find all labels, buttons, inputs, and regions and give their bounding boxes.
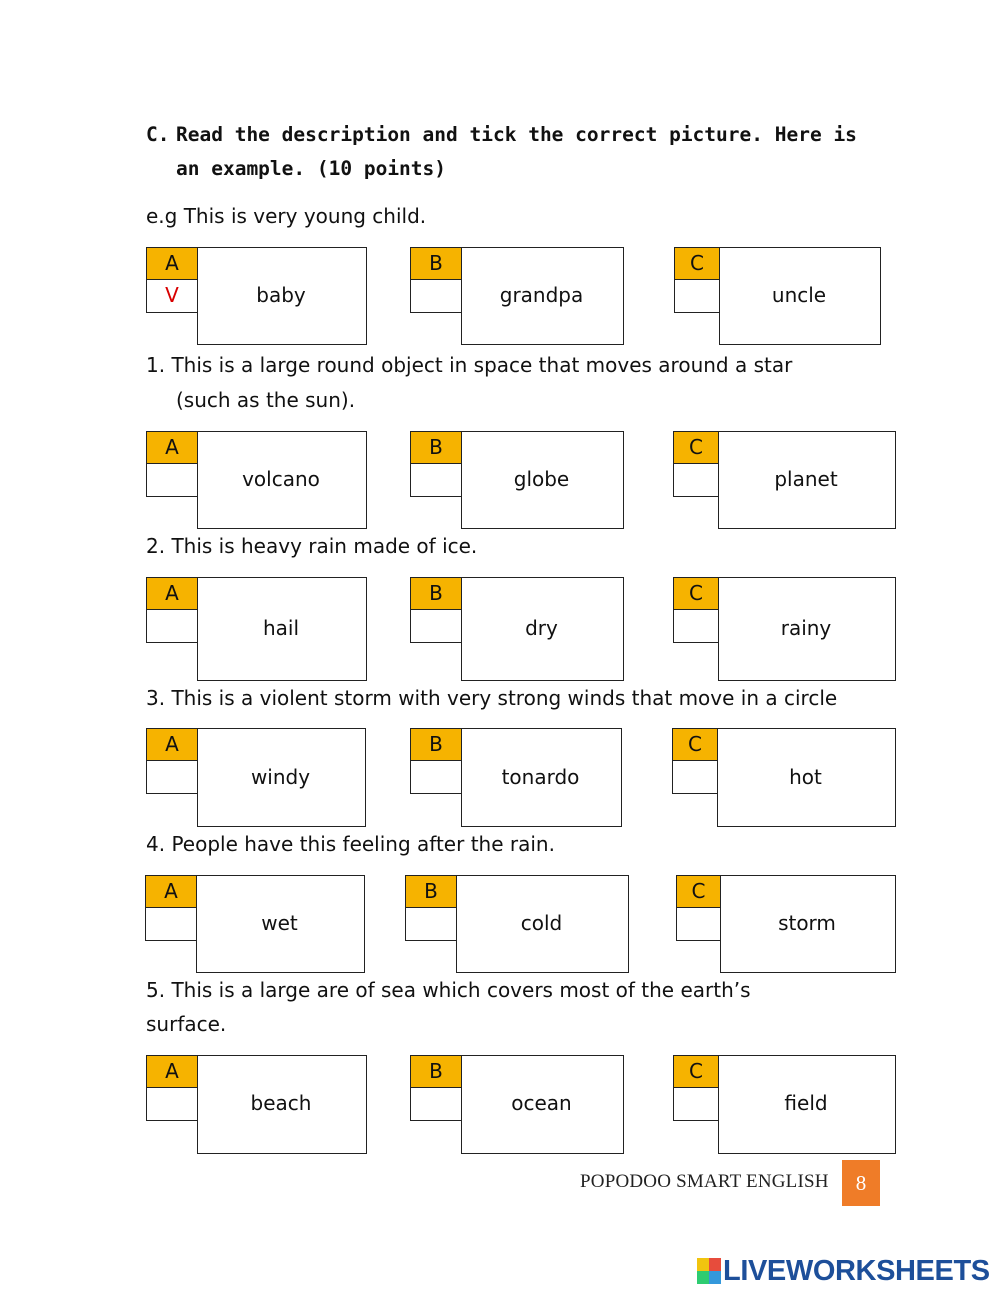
question-4-option-b-word: cold — [520, 911, 563, 935]
question-5-prompt: 5. This is a large are of sea which covers most of the earth’s — [146, 978, 751, 1002]
section-instructions: Read the description and tick the correct picture. Here is an example. (10 points) — [176, 123, 857, 180]
question-4-option-a-checkbox[interactable] — [145, 907, 197, 941]
example-option-a-word: baby — [256, 283, 306, 307]
question-1-option-b-checkbox[interactable] — [410, 463, 462, 497]
question-1-option-c-checkbox[interactable] — [673, 463, 719, 497]
question-4-prompt: 4. People have this feeling after the rain. — [146, 832, 555, 856]
question-4-option-a-label: A — [145, 875, 197, 909]
question-1-option-a-checkbox[interactable] — [146, 463, 198, 497]
section-heading — [146, 118, 886, 186]
question-5-option-b-word: ocean — [511, 1091, 572, 1115]
question-1-option-b-label: B — [410, 431, 462, 465]
question-3-option-c-label: C — [672, 728, 718, 762]
question-5-option-b-label: B — [410, 1055, 462, 1089]
liveworksheets-logo-text: LIVEWORKSHEETS — [723, 1254, 990, 1287]
page-number: 8 — [842, 1160, 880, 1206]
question-4-option-a-word: wet — [261, 911, 298, 935]
question-5-option-c-word: field — [784, 1091, 828, 1115]
section-letter: C. — [146, 123, 170, 146]
question-5-option-b-checkbox[interactable] — [410, 1087, 462, 1121]
question-5-prompt-continued: surface. — [146, 1012, 227, 1036]
example-option-a-checkbox[interactable]: V — [146, 279, 198, 313]
question-1-option-c-label: C — [673, 431, 719, 465]
question-3-prompt: 3. This is a violent storm with very strong winds that move in a circle — [146, 686, 838, 710]
question-4-option-b-checkbox[interactable] — [405, 907, 457, 941]
question-3-option-a-word: windy — [250, 765, 311, 789]
question-3-option-a-checkbox[interactable] — [146, 760, 198, 794]
example-option-b-label: B — [410, 247, 462, 281]
question-3-option-b-checkbox[interactable] — [410, 760, 462, 794]
liveworksheets-logo-icon — [697, 1258, 721, 1284]
question-1-option-a-word: volcano — [242, 467, 320, 491]
example-option-b-checkbox[interactable] — [410, 279, 462, 313]
example-option-c-label: C — [674, 247, 720, 281]
example-option-c-checkbox[interactable] — [674, 279, 720, 313]
liveworksheets-logo[interactable] — [697, 1253, 990, 1289]
question-2-option-a-checkbox[interactable] — [146, 609, 198, 643]
question-3-option-b-word: tonardo — [501, 765, 580, 789]
question-3-option-a-label: A — [146, 728, 198, 762]
example-option-c-word: uncle — [771, 283, 827, 307]
question-2-option-b-checkbox[interactable] — [410, 609, 462, 643]
question-2-option-b-label: B — [410, 577, 462, 611]
question-3-option-b-label: B — [410, 728, 462, 762]
question-2-option-a-label: A — [146, 577, 198, 611]
question-5-option-c-checkbox[interactable] — [673, 1087, 719, 1121]
footer-brand: POPODOO SMART ENGLISH — [580, 1171, 829, 1192]
question-4-option-c-checkbox[interactable] — [676, 907, 721, 941]
question-4-option-b-label: B — [405, 875, 457, 909]
question-1-prompt-continued: (such as the sun). — [176, 388, 356, 412]
question-2-option-a-word: hail — [262, 616, 300, 640]
question-3-option-c-word: hot — [789, 765, 822, 789]
question-2-option-c-label: C — [673, 577, 719, 611]
question-5-option-c-label: C — [673, 1055, 719, 1089]
example-prompt: e.g This is very young child. — [146, 204, 427, 228]
question-2-option-c-checkbox[interactable] — [673, 609, 719, 643]
question-5-option-a-checkbox[interactable] — [146, 1087, 198, 1121]
question-4-option-c-label: C — [676, 875, 721, 909]
question-2-option-b-word: dry — [525, 616, 558, 640]
question-1-prompt: 1. This is a large round object in space that moves around a star — [146, 353, 793, 377]
question-5-option-a-word: beach — [250, 1091, 312, 1115]
question-1-option-a-label: A — [146, 431, 198, 465]
question-2-option-c-word: rainy — [780, 616, 832, 640]
example-option-b-word: grandpa — [499, 283, 584, 307]
question-1-option-b-word: globe — [513, 467, 570, 491]
question-1-option-c-word: planet — [774, 467, 838, 491]
question-3-option-c-checkbox[interactable] — [672, 760, 718, 794]
example-option-a-label: A — [146, 247, 198, 281]
question-2-prompt: 2. This is heavy rain made of ice. — [146, 534, 478, 558]
question-5-option-a-label: A — [146, 1055, 198, 1089]
question-4-option-c-word: storm — [778, 911, 836, 935]
